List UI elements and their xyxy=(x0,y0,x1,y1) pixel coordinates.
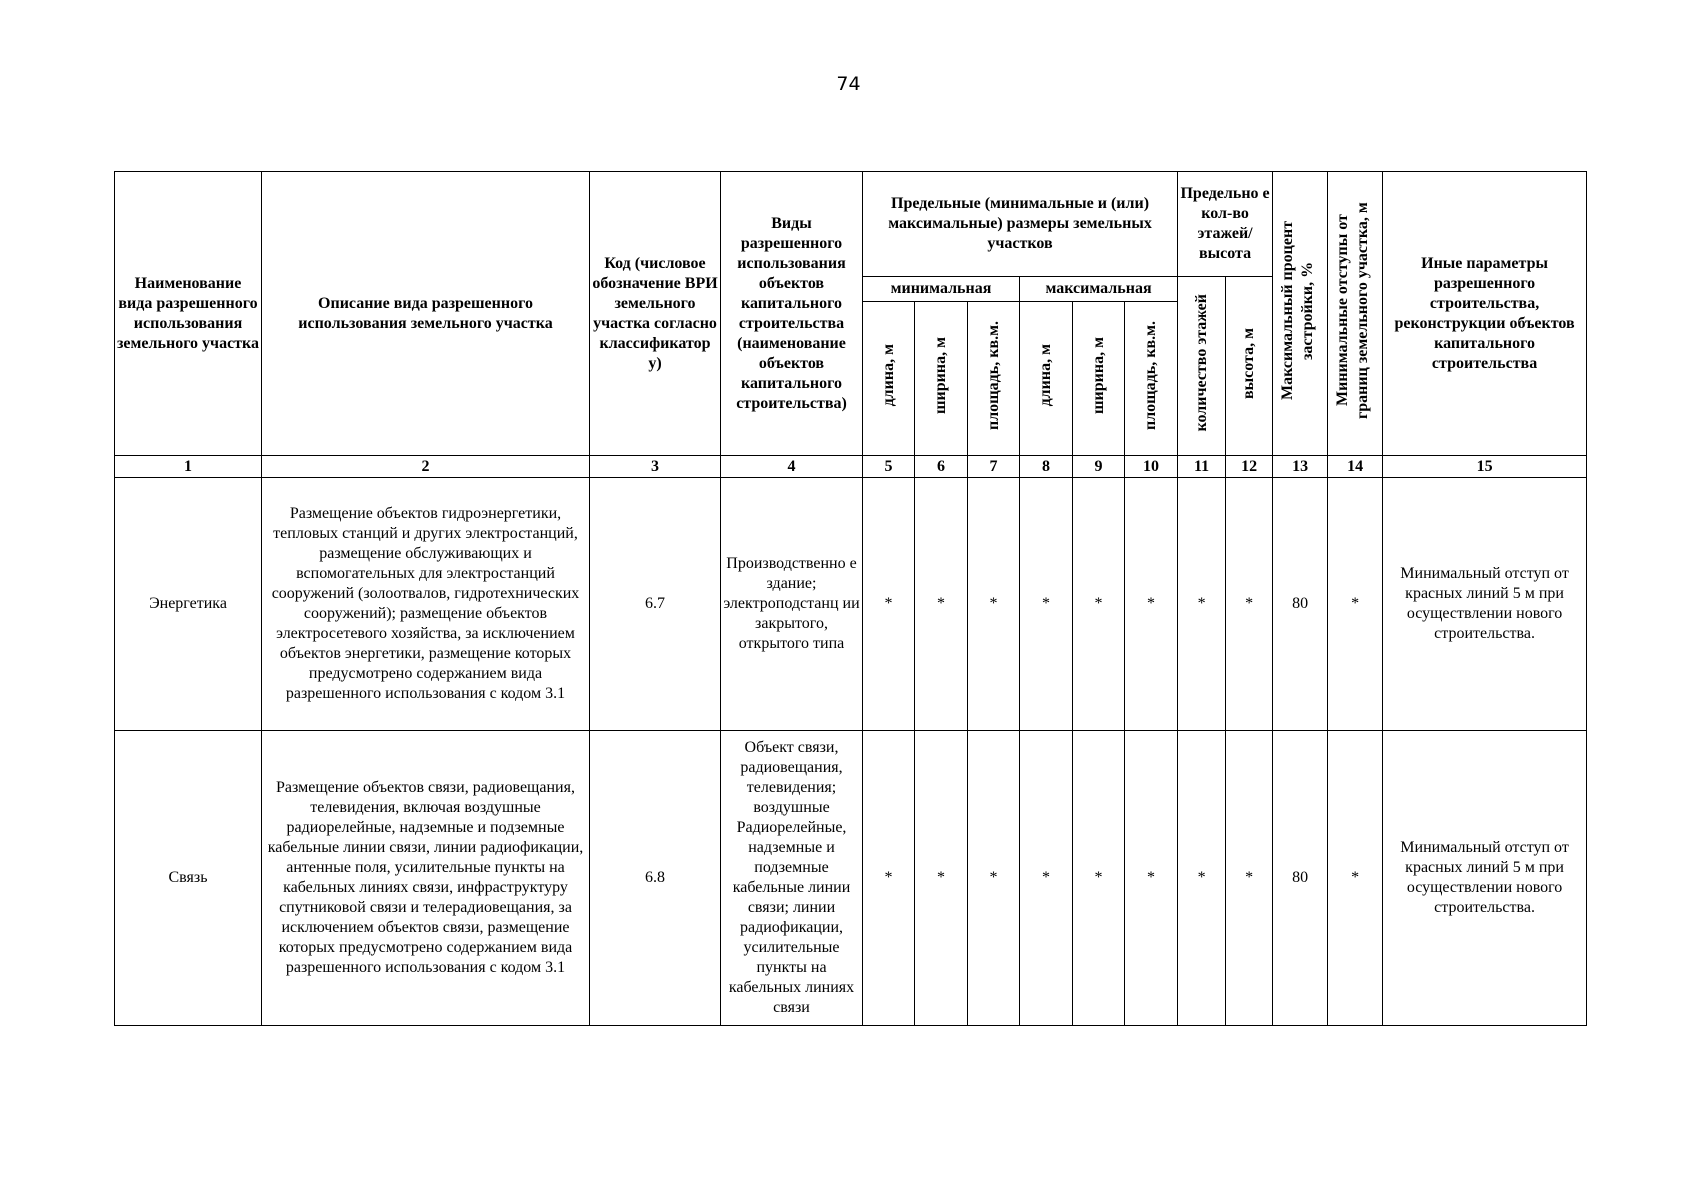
column-number: 9 xyxy=(1073,456,1125,478)
row-code: 6.7 xyxy=(590,478,721,731)
row-min-area: * xyxy=(968,731,1020,1026)
row-min-setback: * xyxy=(1328,478,1383,731)
table-row xyxy=(115,478,1587,731)
row-floors: * xyxy=(1178,478,1226,731)
header-min-area xyxy=(968,302,1020,456)
row-min-length: * xyxy=(863,731,915,1026)
header-max-width-label: ширина, м xyxy=(1089,337,1107,414)
column-number: 11 xyxy=(1178,456,1226,478)
row-height: * xyxy=(1226,731,1273,1026)
column-number: 1 xyxy=(115,456,262,478)
row-height: * xyxy=(1226,478,1273,731)
column-number: 5 xyxy=(863,456,915,478)
row-max-area: * xyxy=(1125,478,1178,731)
header-floors-count-label: количество этажей xyxy=(1192,294,1210,432)
row-max-area: * xyxy=(1125,731,1178,1026)
header-height-label: высота, м xyxy=(1240,327,1258,399)
row-other-params: Минимальный отступ от красных линий 5 м при осуществлении нового строительства. xyxy=(1383,478,1587,731)
table-row xyxy=(115,731,1587,1026)
header-objects: Виды разрешенного использования объектов капитального строительства (наименование объектов капитального строительства) xyxy=(721,172,863,456)
column-number: 8 xyxy=(1020,456,1073,478)
header-group-sizes: Предельные (минимальные и (или) максимальные) размеры земельных участков xyxy=(863,172,1178,277)
row-max-width: * xyxy=(1073,731,1125,1026)
column-numbers-row xyxy=(115,456,1587,478)
header-height xyxy=(1226,277,1273,456)
header-max-percent-label: Максимальный процент застройки, % xyxy=(1279,220,1317,401)
header-min-area-label: площадь, кв.м. xyxy=(984,320,1002,430)
header-min-length-label: длина, м xyxy=(879,344,897,407)
row-description: Размещение объектов связи, радиовещания, телевидения, включая воздушные радиорелейные, надземные и подземные кабельные линии связи, линии радиофикации, антенные поля, усилительные пункты на кабельных линиях связи, инфраструктуру спутниковой связи и телерадиовещания, за исключением объектов связи, размещение которых предусмотрено содержанием вида разрешенного использования с кодом 3.1 xyxy=(262,731,590,1026)
header-group-min: минимальная xyxy=(863,277,1020,302)
header-min-setback-label: Минимальные отступы от границ земельного участка, м xyxy=(1334,202,1372,419)
row-max-width: * xyxy=(1073,478,1125,731)
row-min-area: * xyxy=(968,478,1020,731)
row-objects: Производственно е здание; электроподстанц ии закрытого, открытого типа xyxy=(721,478,863,731)
column-number: 6 xyxy=(915,456,968,478)
header-max-area xyxy=(1125,302,1178,456)
row-min-width: * xyxy=(915,478,968,731)
row-max-percent: 80 xyxy=(1273,731,1328,1026)
row-max-length: * xyxy=(1020,731,1073,1026)
header-max-length xyxy=(1020,302,1073,456)
land-use-table xyxy=(114,171,1587,1026)
header-min-width-label: ширина, м xyxy=(932,337,949,414)
header-max-area-label: площадь, кв.м. xyxy=(1142,320,1160,430)
row-description: Размещение объектов гидроэнергетики, тепловых станций и других электростанций, размещение обслуживающих и вспомогательных для электростанций сооружений (золоотвалов, гидротехнических сооружений); размещение объектов электросетевого хозяйства, за исключением объектов энергетики, размещение которых предусмотрено содержанием вида разрешенного использования с кодом 3.1 xyxy=(262,478,590,731)
row-max-length: * xyxy=(1020,478,1073,731)
column-number: 3 xyxy=(590,456,721,478)
column-number: 7 xyxy=(968,456,1020,478)
header-floors-count xyxy=(1178,277,1226,456)
row-floors: * xyxy=(1178,731,1226,1026)
column-number: 13 xyxy=(1273,456,1328,478)
header-row-1 xyxy=(115,172,1587,277)
header-max-length-label: длина, м xyxy=(1037,344,1054,407)
row-min-setback: * xyxy=(1328,731,1383,1026)
column-number: 12 xyxy=(1226,456,1273,478)
row-min-length: * xyxy=(863,478,915,731)
row-max-percent: 80 xyxy=(1273,478,1328,731)
column-number: 15 xyxy=(1383,456,1587,478)
column-number: 2 xyxy=(262,456,590,478)
header-min-setback xyxy=(1328,172,1383,456)
header-min-width xyxy=(915,302,968,456)
header-max-percent xyxy=(1273,172,1328,456)
row-objects: Объект связи, радиовещания, телевидения; воздушные Радиорелейные, надземные и подземные кабельные линии связи; линии радиофикации, усилительные пункты на кабельных линиях связи xyxy=(721,731,863,1026)
row-name: Связь xyxy=(115,731,262,1026)
header-other-params: Иные параметры разрешенного строительства, реконструкции объектов капитального строительства xyxy=(1383,172,1587,456)
column-number: 10 xyxy=(1125,456,1178,478)
column-number: 14 xyxy=(1328,456,1383,478)
header-min-length xyxy=(863,302,915,456)
row-name: Энергетика xyxy=(115,478,262,731)
header-name: Наименование вида разрешенного использования земельного участка xyxy=(115,172,262,456)
row-min-width: * xyxy=(915,731,968,1026)
column-number: 4 xyxy=(721,456,863,478)
header-description: Описание вида разрешенного использования земельного участка xyxy=(262,172,590,456)
header-group-max: максимальная xyxy=(1020,277,1178,302)
header-max-width xyxy=(1073,302,1125,456)
row-code: 6.8 xyxy=(590,731,721,1026)
header-code: Код (числовое обозначение ВРИ земельного участка согласно классификатор у) xyxy=(590,172,721,456)
header-group-floors: Предельно е кол-во этажей/ высота xyxy=(1178,172,1273,277)
row-other-params: Минимальный отступ от красных линий 5 м при осуществлении нового строительства. xyxy=(1383,731,1587,1026)
page-number: 74 xyxy=(836,73,861,95)
